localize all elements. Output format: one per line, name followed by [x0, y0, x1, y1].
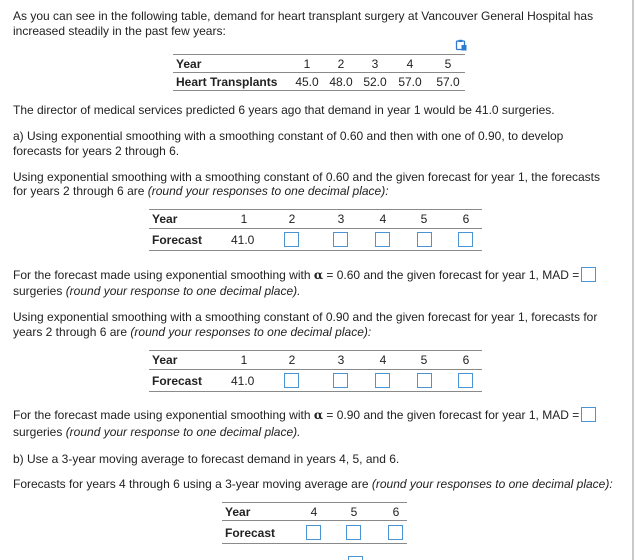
ma-forecast-input-year-6[interactable] — [388, 525, 403, 540]
s2-forecast-input-year-3[interactable] — [333, 373, 348, 388]
table-rule-top — [222, 502, 407, 503]
s2-mad-text-b: = 0.90 and the given forecast for year 1, MAD = — [323, 408, 580, 422]
history-demand-label: Heart Transplants — [176, 75, 278, 89]
director-text: The director of medical services predicted 6 years ago that demand in year 1 would be 41.0 surgeries. — [13, 103, 555, 117]
table-rule-mid — [149, 369, 482, 370]
table-rule-mid — [173, 72, 465, 73]
section1-line-2-plain: for years 2 through 6 are — [13, 184, 148, 198]
s2-mad-line-2-italic: (round your response to one decimal place). — [65, 425, 301, 439]
part-b-line-1: b) Use a 3-year moving average to forecast demand in years 4, 5, and 6. — [13, 452, 400, 466]
s1-year-1: 1 — [240, 212, 248, 226]
history-value-4: 57.0 — [398, 75, 422, 89]
s2-mad-input[interactable] — [581, 407, 596, 422]
s1-mad-line-2-italic: (round your response to one decimal place). — [65, 284, 301, 298]
section1-line-2-italic: (round your responses to one decimal place): — [147, 184, 389, 198]
part-a-line-2: forecasts for years 2 through 6. — [13, 144, 180, 158]
table-rule-bottom — [173, 90, 465, 91]
s2-year-4: 4 — [379, 353, 387, 367]
table-rule-top — [149, 350, 482, 351]
s1-year-label: Year — [152, 212, 178, 226]
s1-forecast-input-year-3[interactable] — [333, 232, 348, 247]
section2-mad-line-2 — [13, 425, 625, 439]
table-rule-bottom — [149, 391, 482, 392]
s1-forecast-input-year-5[interactable] — [417, 232, 432, 247]
s2-year-label: Year — [152, 353, 178, 367]
ma-year-label: Year — [225, 505, 251, 519]
s1-forecast-label: Forecast — [152, 233, 203, 247]
s2-forecast-input-year-5[interactable] — [417, 373, 432, 388]
part-b-line-2-plain: Forecasts for years 4 through 6 using a 3-year moving average are — [13, 477, 372, 491]
ma-forecast-input-year-4[interactable] — [306, 525, 321, 540]
s1-year-5: 5 — [420, 212, 428, 226]
s2-forecast-label: Forecast — [152, 374, 203, 388]
table-rule-mid — [222, 520, 407, 521]
history-year-1: 1 — [303, 57, 311, 71]
history-year-3: 3 — [371, 57, 379, 71]
alpha-symbol: α — [313, 408, 324, 422]
s2-mad-text-a: For the forecast made using exponential smoothing with — [13, 408, 314, 422]
alpha-symbol: α — [313, 268, 324, 282]
s2-mad-line-2-plain: surgeries — [13, 425, 66, 439]
s1-forecast-year-1: 41.0 — [231, 233, 255, 247]
ma-year-6: 6 — [392, 505, 400, 519]
table-rule-mid — [149, 228, 482, 229]
table-rule-top — [173, 54, 465, 55]
ma-forecast-label: Forecast — [225, 526, 276, 540]
section2-line-2-plain: years 2 through 6 are — [13, 325, 131, 339]
history-value-3: 52.0 — [363, 75, 387, 89]
s1-mad-text-b: = 0.60 and the given forecast for year 1, MAD = — [323, 268, 580, 282]
s2-year-5: 5 — [420, 353, 428, 367]
s2-year-2: 2 — [288, 353, 296, 367]
s1-forecast-input-year-2[interactable] — [284, 232, 299, 247]
section2-line-2-italic: (round your responses to one decimal place): — [130, 325, 372, 339]
section1-line-2 — [13, 184, 625, 198]
s1-mad-input[interactable] — [581, 267, 596, 282]
s2-forecast-year-1: 41.0 — [231, 374, 255, 388]
history-year-5: 5 — [444, 57, 452, 71]
section2-mad-line-1 — [13, 407, 625, 422]
s1-forecast-input-year-6[interactable] — [458, 232, 473, 247]
ma-year-5: 5 — [350, 505, 358, 519]
ma-year-4: 4 — [310, 505, 318, 519]
next-input-partial[interactable] — [348, 556, 363, 560]
part-b-line-2-italic: (round your responses to one decimal place): — [371, 477, 613, 491]
section2-line-1: Using exponential smoothing with a smoothing constant of 0.90 and the given forecast for year 1, forecasts for — [13, 310, 598, 324]
table-rule-bottom — [149, 250, 482, 251]
part-a-line-1: a) Using exponential smoothing with a smoothing constant of 0.60 and then with one of 0.90, to develop — [13, 129, 564, 143]
history-value-5: 57.0 — [436, 75, 460, 89]
s1-year-6: 6 — [462, 212, 470, 226]
intro-line-1: As you can see in the following table, demand for heart transplant surgery at Vancouver General Hospital has — [13, 9, 594, 23]
s2-year-3: 3 — [337, 353, 345, 367]
clipboard-icon[interactable] — [455, 39, 467, 51]
section1-mad-line-2 — [13, 284, 625, 298]
part-b-line-2 — [13, 477, 625, 491]
s2-forecast-input-year-6[interactable] — [458, 373, 473, 388]
s2-year-6: 6 — [462, 353, 470, 367]
s1-year-3: 3 — [337, 212, 345, 226]
intro-line-2: increased steadily in the past few years: — [13, 24, 226, 38]
history-value-2: 48.0 — [329, 75, 353, 89]
s2-year-1: 1 — [240, 353, 248, 367]
table-rule-top — [149, 209, 482, 210]
s2-forecast-input-year-4[interactable] — [375, 373, 390, 388]
s1-forecast-input-year-4[interactable] — [375, 232, 390, 247]
s1-mad-text-a: For the forecast made using exponential smoothing with — [13, 268, 314, 282]
s2-forecast-input-year-2[interactable] — [284, 373, 299, 388]
history-year-4: 4 — [406, 57, 414, 71]
history-year-label: Year — [176, 57, 202, 71]
section1-line-1: Using exponential smoothing with a smoothing constant of 0.60 and the given forecast for year 1, the forecasts — [13, 170, 601, 184]
ma-forecast-input-year-5[interactable] — [346, 525, 361, 540]
s1-year-2: 2 — [288, 212, 296, 226]
section1-mad-line-1 — [13, 267, 625, 282]
history-year-2: 2 — [337, 57, 345, 71]
section2-line-2 — [13, 325, 625, 339]
history-value-1: 45.0 — [295, 75, 319, 89]
s1-year-4: 4 — [379, 212, 387, 226]
table-rule-bottom — [222, 543, 407, 544]
s1-mad-line-2-plain: surgeries — [13, 284, 66, 298]
